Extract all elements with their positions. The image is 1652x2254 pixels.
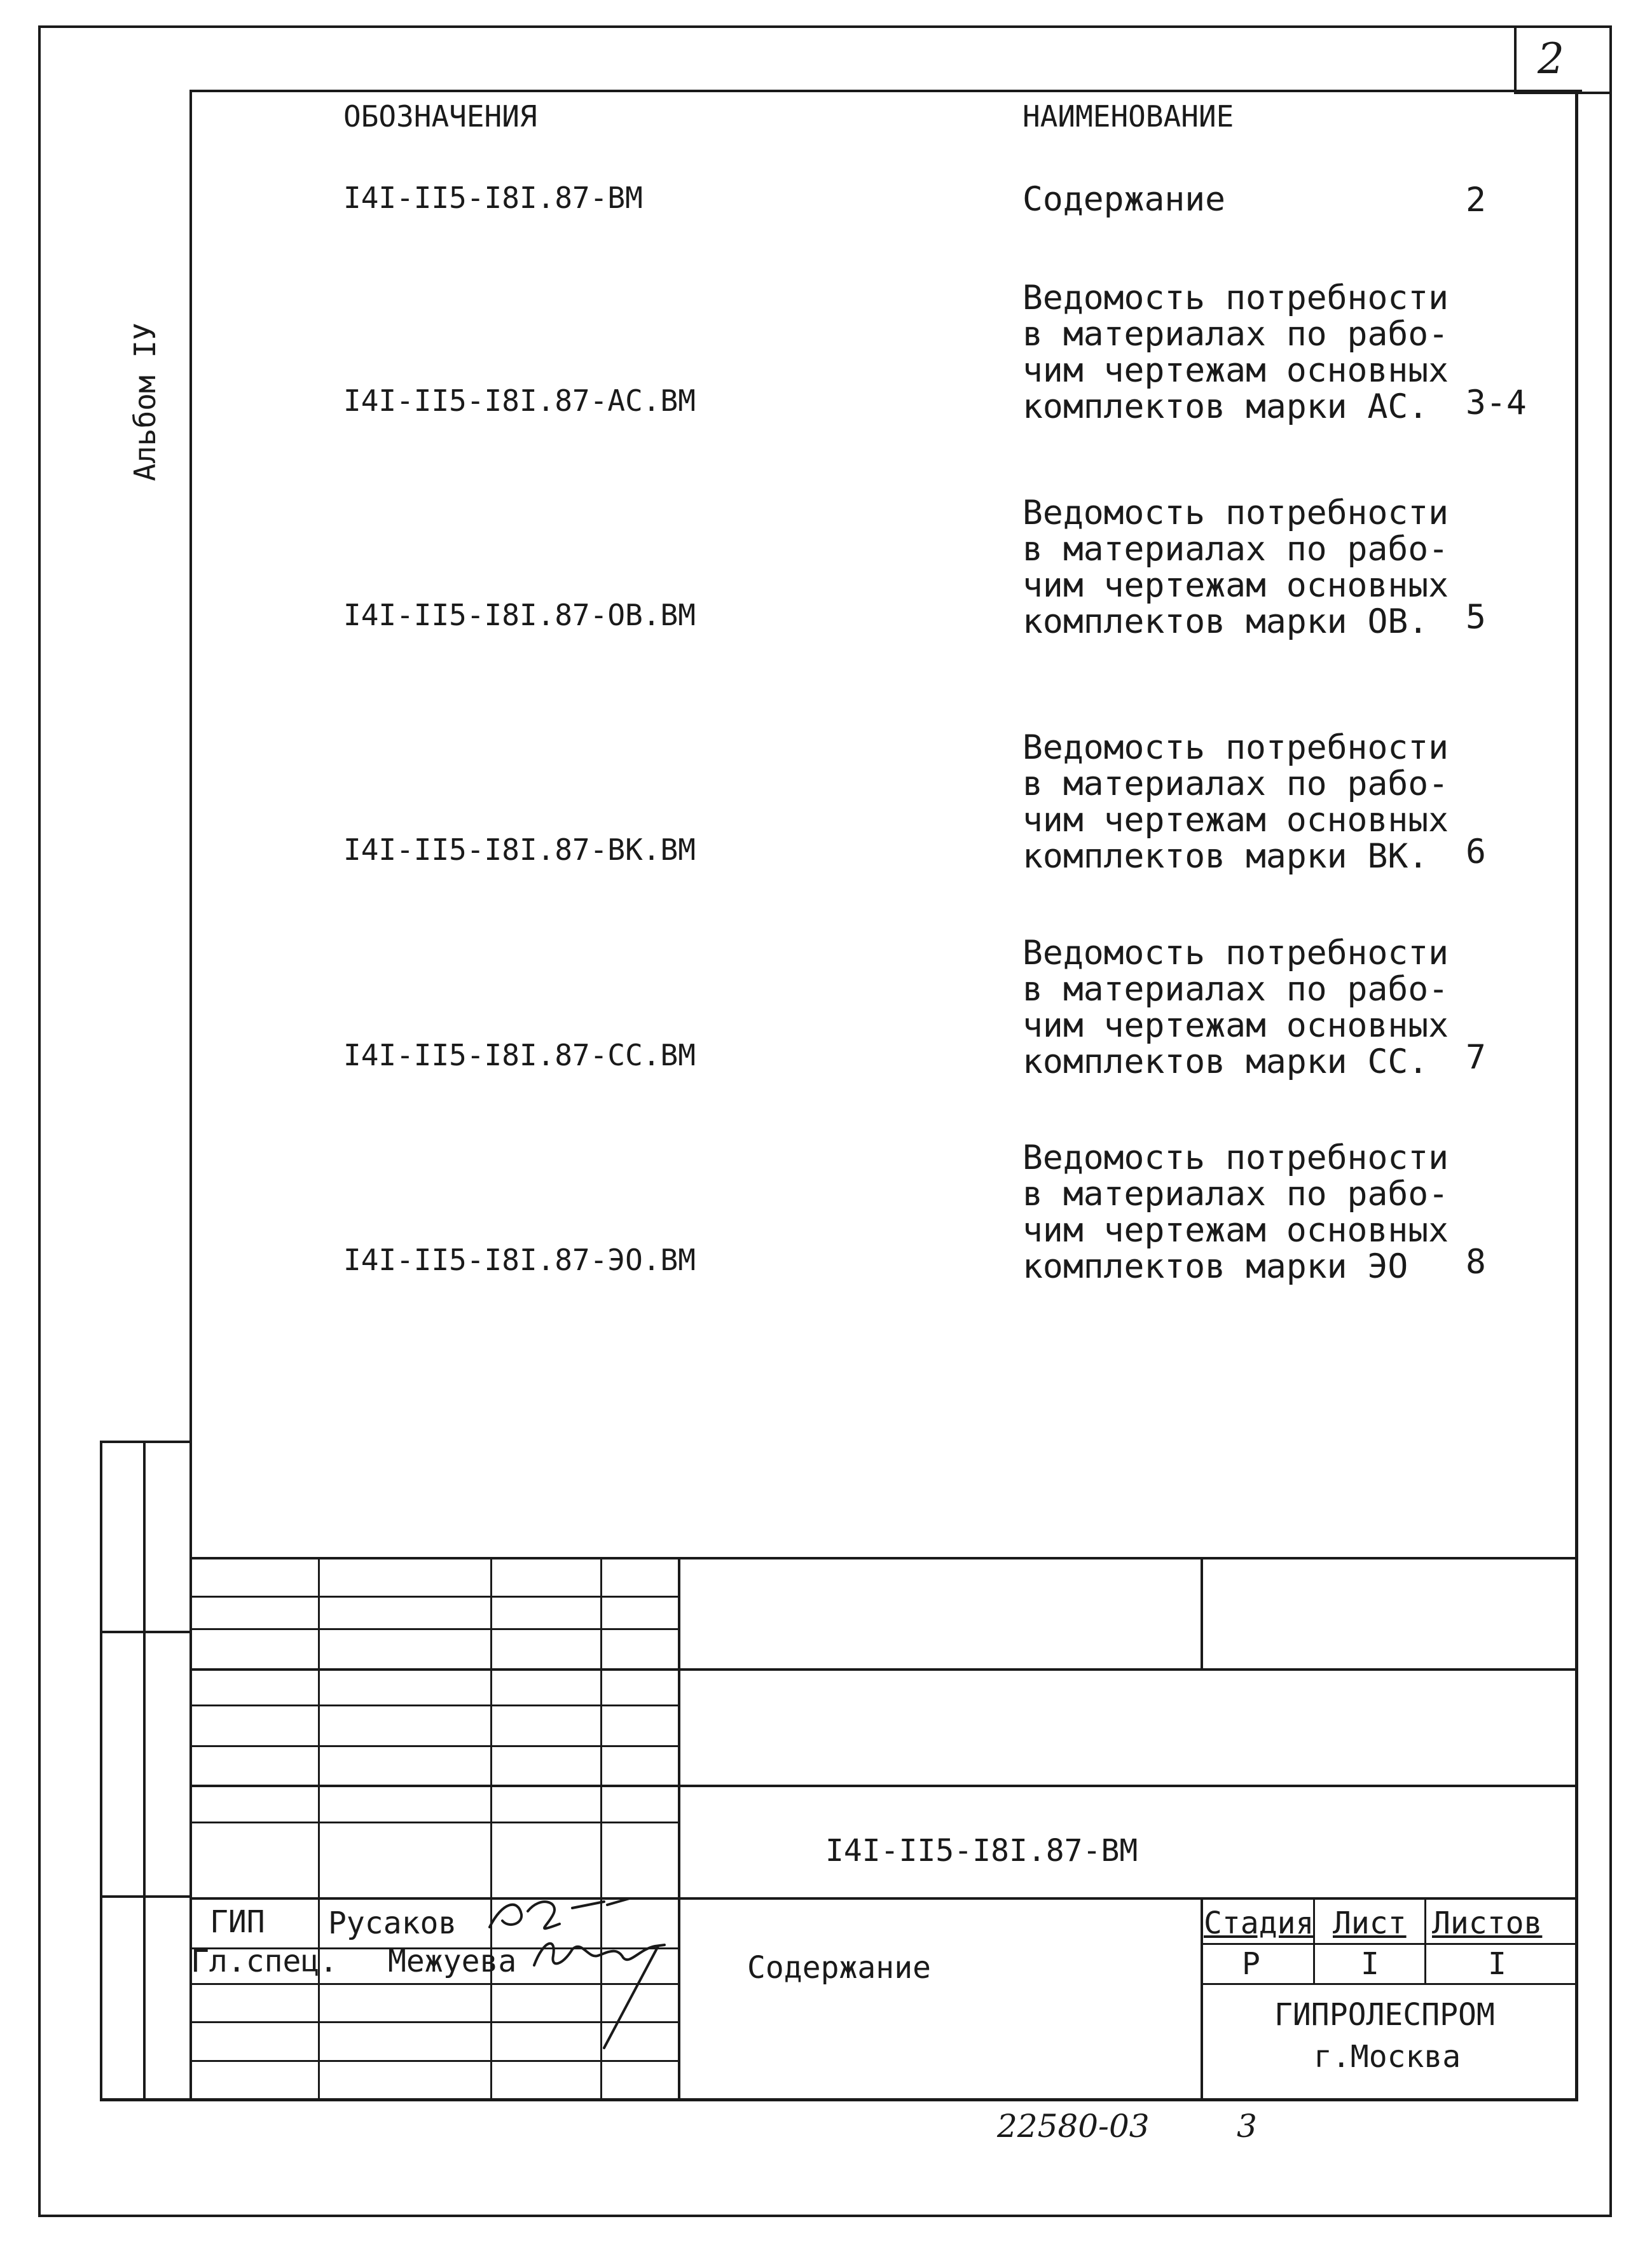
tb-row-7 [189, 1785, 1578, 1787]
entry-page: 6 [1466, 833, 1486, 871]
footer-page: 3 [1237, 2108, 1257, 2145]
entry-page: 7 [1466, 1038, 1486, 1077]
side-strip-div-2 [100, 1895, 192, 1898]
person-mezhueva: Межуева [388, 1944, 517, 1979]
entry-name: Ведомость потребности в материалах по рабо- чим чертежам основных комплектов марки ВК. [1022, 728, 1449, 876]
frame-bottom [100, 2098, 1578, 2101]
entry-name: Ведомость потребности в материалах по рабо- чим чертежам основных комплектов марки ОВ. [1022, 494, 1449, 641]
entry-page: 3-4 [1466, 384, 1527, 422]
document-code: I4I-II5-I8I.87-ВМ [825, 1833, 1138, 1869]
tb-col-5-top [1201, 1557, 1203, 1670]
entry-code: I4I-II5-I8I.87-АС.ВМ [343, 384, 696, 418]
outer-border-bottom [38, 2215, 1612, 2217]
name-header: НАИМЕНОВАНИЕ [1022, 99, 1234, 134]
side-strip-div-1 [100, 1631, 192, 1633]
entry-code: I4I-II5-I8I.87-ЭО.ВМ [343, 1243, 696, 1277]
tb-row-6 [189, 1745, 679, 1747]
tb-row-9 [189, 1897, 1578, 1900]
tb-col-1 [318, 1557, 320, 2101]
tb-row-5 [189, 1704, 679, 1706]
sheet-title: Содержание [747, 1950, 931, 1986]
tb-row-4 [189, 1668, 1578, 1671]
stage-col-2 [1424, 1897, 1426, 1983]
stage-header: Стадия [1204, 1905, 1314, 1941]
tb-row-13 [189, 2060, 679, 2062]
sheets-header: Листов [1432, 1905, 1543, 1941]
outer-border-top [39, 25, 1612, 28]
entry-code: I4I-II5-I8I.87-ВК.ВМ [343, 833, 696, 867]
entry-name: Ведомость потребности в материалах по рабо- чим чертежам основных комплектов марки СС. [1022, 934, 1449, 1081]
organization-city: г.Москва [1314, 2039, 1461, 2075]
entry-code: I4I-II5-I8I.87-ОВ.ВМ [343, 598, 696, 632]
entry-code: I4I-II5-I8I.87-СС.ВМ [343, 1038, 696, 1072]
frame-right [1575, 90, 1578, 2101]
organization-name: ГИПРОЛЕСПРОМ [1274, 1997, 1495, 2033]
corner-sheet-number: 2 [1538, 34, 1564, 83]
sheets-value: I [1488, 1946, 1506, 1982]
tb-col-2 [490, 1557, 492, 2101]
side-strip-top [100, 1441, 192, 1443]
stage-value: Р [1242, 1946, 1260, 1982]
tb-row-3 [189, 1628, 679, 1630]
album-label: Альбом IУ [128, 322, 162, 481]
outer-border-right [1609, 25, 1612, 2217]
role-gip: ГИП [210, 1904, 265, 1940]
tb-col-4 [678, 1557, 680, 2101]
designation-header: ОБОЗНАЧЕНИЯ [343, 99, 537, 134]
entry-name: Ведомость потребности в материалах по рабо- чим чертежам основных комплектов марки АС. [1022, 279, 1449, 426]
entry-code: I4I-II5-I8I.87-ВМ [343, 181, 643, 215]
sheet-header: Лист [1333, 1905, 1407, 1941]
frame-top [191, 90, 1582, 92]
entry-page: 5 [1466, 598, 1486, 637]
sheet-value: I [1361, 1946, 1379, 1982]
role-chief-specialist: Гл.спец. [191, 1944, 338, 1979]
frame-left [189, 90, 192, 2101]
person-rusakov: Русаков [328, 1905, 457, 1941]
side-strip-mid [143, 1441, 146, 2101]
entry-page: 8 [1466, 1243, 1486, 1282]
tb-row-8 [189, 1822, 679, 1823]
inventory-number: 22580-03 [997, 2108, 1150, 2145]
tb-col-5-bottom [1201, 1897, 1203, 2101]
entry-page: 2 [1466, 181, 1486, 219]
entry-name: Содержание [1022, 180, 1226, 219]
corner-box-left [1514, 25, 1517, 94]
tb-row-2 [189, 1596, 679, 1598]
stage-row-line-2 [1201, 1983, 1578, 1985]
entry-name: Ведомость потребности в материалах по рабо- чим чертежам основных комплектов марки ЭО [1022, 1138, 1449, 1286]
outer-border-left [38, 25, 41, 2217]
side-strip-left [100, 1441, 102, 2101]
tb-top [189, 1557, 1578, 1559]
signature-mezhueva [528, 1921, 674, 2054]
stage-row-line-1 [1201, 1943, 1578, 1945]
